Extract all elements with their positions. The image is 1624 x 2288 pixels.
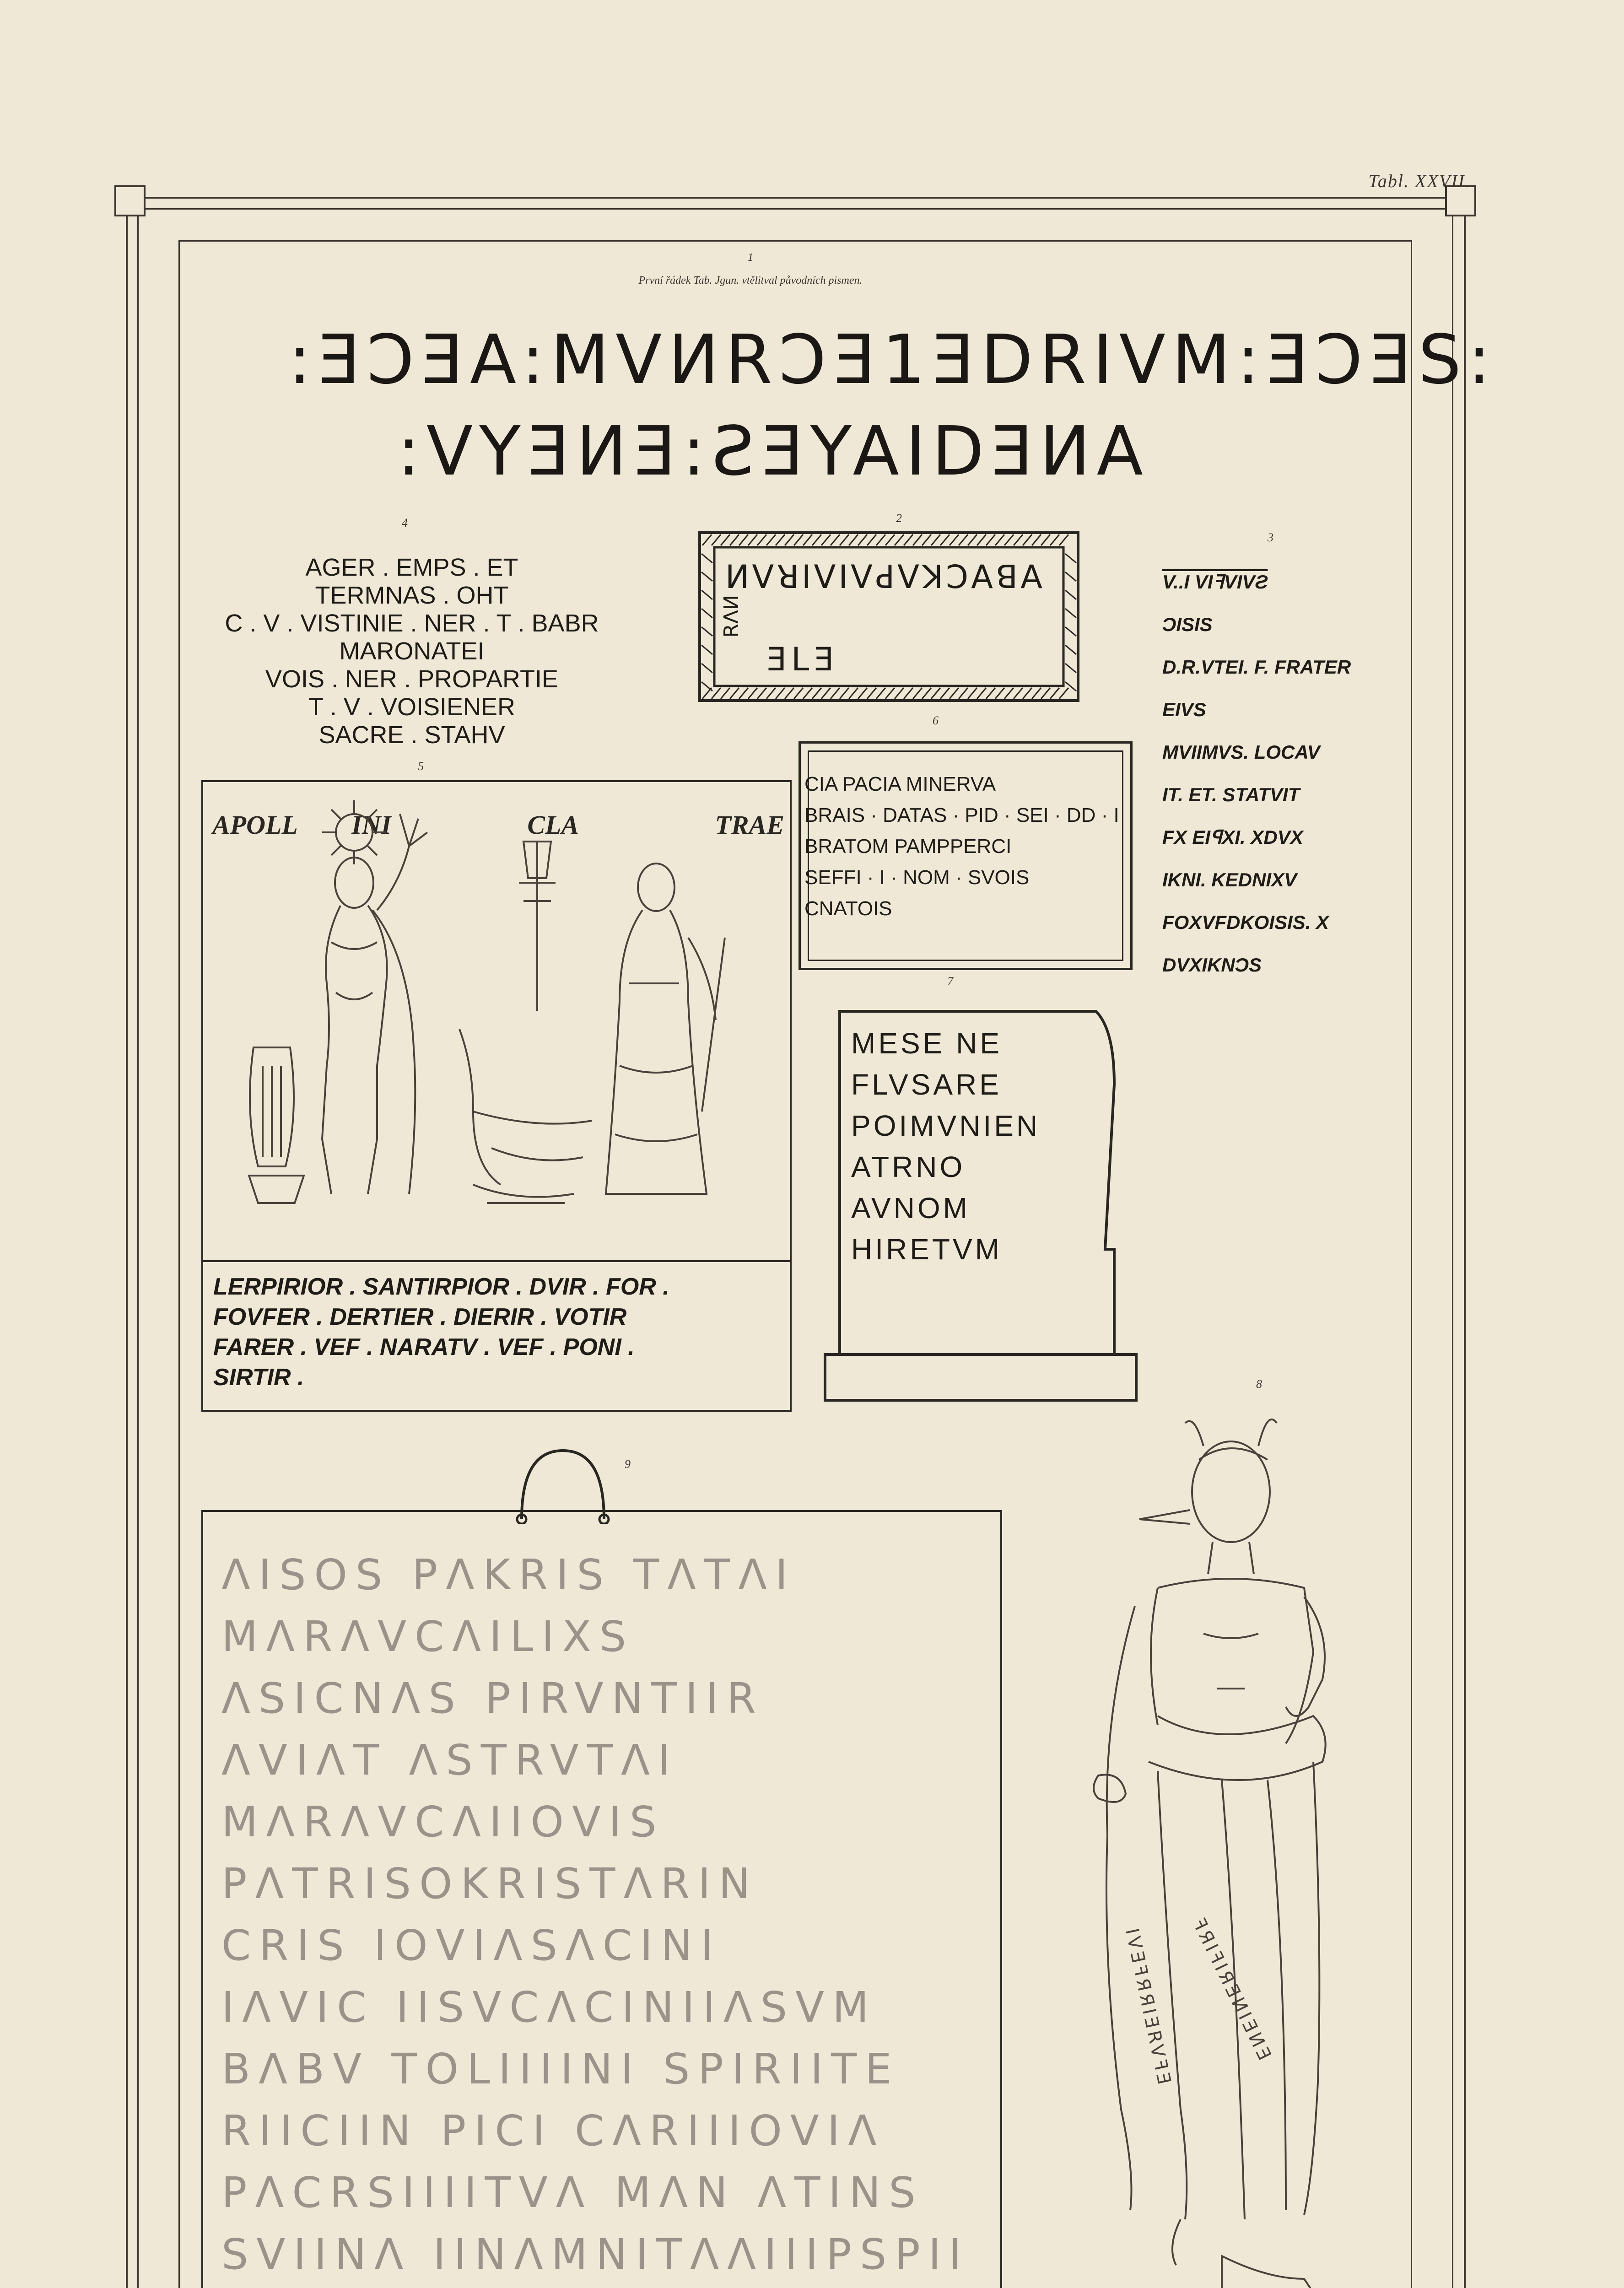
fig5-line: FOVFER . DERTIER . DIERIR . VOTIR (213, 1304, 627, 1330)
fig9-line: ΙΛVΙC ΙΙSVCΛCΙΝΙΙΛSVΜ (221, 1983, 877, 2032)
fig3-line: D.R.VTEI. F. FRATER (1162, 656, 1351, 678)
fig5-number: 5 (418, 760, 424, 773)
fig6-line: SEFFI · I · NOM · SVOIS (804, 866, 1030, 889)
fig1-caption: První řádek Tab. Jgun. vtělitval původních pismen. (638, 275, 863, 286)
fig3-line: IT. ET. STATVIT (1162, 784, 1300, 805)
fig6-line: BRAIS · DATAS · PID · SEI · DD · I (804, 804, 1119, 826)
fig8-number: 8 (1256, 1377, 1262, 1391)
fig4-inscription (210, 554, 613, 749)
fig9-tablet (201, 1510, 1002, 2288)
fig3-line: EIVS (1162, 699, 1206, 720)
fig6-line: CIA PACIA MINERVA (804, 773, 996, 795)
fig3-line: MVIIMVS. LOCAV (1162, 741, 1320, 763)
fig5-label-apoll: APOLL (212, 810, 298, 840)
fig7-line: HIRETVM (851, 1233, 1002, 1266)
fig5-panel (201, 780, 792, 1412)
fig9-inscription (221, 1544, 970, 2285)
fig2-number: 2 (896, 512, 902, 525)
fig2-line-1: ИVꓤIVIVꓒVꓘꓛAꓭA (725, 558, 1045, 596)
fig4-line: VOIS . NER . PROPARTIE (265, 665, 559, 693)
fig3-inscription (1162, 561, 1409, 986)
fig7-line: MESE NE (851, 1027, 1003, 1060)
fig5-line: LERPIRIOR . SANTIRPIOR . DVIR . FOR . (213, 1274, 669, 1300)
fig9-line: ΛVΙΛΤ ΛSΤRVΤΛΙ (221, 1736, 679, 1785)
fig3-line: FOXVFDKOISIS. X (1162, 912, 1329, 933)
fig1-script-line-1: :ƎƆƎA:MVИRƆƎ1ƎDRIVM:ƎƆƎS: (288, 320, 1497, 399)
fig7-inscription (851, 1023, 1040, 1270)
fig1-number: 1 (748, 252, 753, 264)
fig9-line: SVΙΙΝΛ ΙΙΝΛΜΝΙΤΛΛΙΙΙΡSΡΙΙ (221, 2230, 970, 2279)
fig9-line: ΛΙSΟS ΡΛΚRIS ΤΛΤΛΙ (221, 1550, 796, 1599)
fig9-line: ΛSΙCΝΛS ΡΙRVΝΤΙIR (221, 1674, 764, 1723)
fig9-line: RΙΙCΙΙΝ ΡΙCΙ CΛRΙΙΙΟVΙΛ (221, 2106, 885, 2155)
fig9-number: 9 (625, 1457, 631, 1471)
fig9-line: ΜΛRΛVCΛΙLΙΧS (221, 1612, 635, 1661)
fig4-line: MARONATEI (339, 637, 485, 665)
fig8-drapery-inscription-1: ꟻЯIꟻIЯƎИIƎИƎ (1188, 1915, 1277, 2066)
fig7-line: AVNOM (851, 1192, 970, 1225)
fig9-line: ΜΛRΛVCΛΙΙΟVΙS (221, 1797, 665, 1846)
fig9-line: ΡΛΤRΙSΟΚRΙSΤΛRΙΝ (221, 1859, 759, 1908)
fig4-line: SACRE . STAHV (318, 721, 505, 749)
fig7-number: 7 (947, 975, 953, 988)
fig8-drapery-inscription-2: IVƎꟻЯЯIƎRVꟻƎ (1121, 1926, 1176, 2089)
fig5-divider (203, 1260, 790, 1262)
fig2-border-pattern (698, 531, 1080, 702)
fig5-label-ini: INI (351, 810, 392, 840)
frame-corner-top-left (114, 185, 146, 216)
fig4-number: 4 (402, 516, 408, 529)
fig6-number: 6 (933, 714, 939, 727)
fig2-tablet (698, 531, 1080, 702)
fig4-line: T . V . VOISIENER (308, 693, 516, 721)
fig5-inscription (213, 1272, 669, 1392)
fig2-line-2: ƎLƎ (766, 641, 839, 678)
fig7-line: FLVSARE (851, 1068, 1002, 1101)
fig7-line: ATRNO (851, 1150, 966, 1183)
fig3-line: IKNI. KEDNIXV (1162, 869, 1297, 890)
fig6-line: BRATOM PAMPPERCI (804, 835, 1012, 858)
fig5-line: SIRTIR . (213, 1364, 304, 1391)
fig9-line: CRΙS ΙΟVΙΛSΛCΙΝΙ (221, 1921, 722, 1970)
fig9-line: ΡΛCRSΙΙΙΙΤVΛ ΜΛΝ ΛΤΙΝS (221, 2168, 924, 2217)
fig4-line: TERMNAS . OHT (315, 582, 509, 609)
plate-number: Tabl. XXVII. (1368, 171, 1471, 191)
fig3-number: 3 (1268, 531, 1273, 544)
fig7-stele (821, 1002, 1142, 1407)
fig3-line: DVXIKNƆS (1162, 954, 1262, 976)
fig5-relief-drawing (217, 791, 780, 1272)
fig3-line: V..I VIꟻVIVƧ (1162, 571, 1268, 593)
fig4-line: AGER . EMPS . ET (305, 554, 518, 581)
fig3-line: FX EIꟼXI. XDVX (1162, 826, 1303, 848)
fig1-script-line-2: :VYƎИƎ:ƧƎYAIDƎИA (397, 412, 1149, 491)
fig5-label-trae: TRAE (715, 810, 784, 840)
fig5-label-cla: CLA (527, 810, 579, 840)
fig3-line: ƆISIS (1162, 614, 1213, 635)
fig9-line: ΒΛΒV ΤΟLΙΙΙΙΝΙ SΡΙRΙΙΤΕ (221, 2045, 900, 2094)
fig5-line: FARER . VEF . NARATV . VEF . PONI . (213, 1334, 635, 1360)
fig8-statue-drawing (1030, 1396, 1396, 2288)
fig4-line: C . V . VISTINIE . NER . T . BABR (225, 610, 599, 637)
fig6-inscription (804, 769, 1119, 924)
fig6-tablet (799, 741, 1133, 970)
fig6-line: CNATOIS (804, 897, 892, 920)
fig7-line: POIMVNIEN (851, 1109, 1041, 1142)
fig2-side-text: ИVꓤ (718, 595, 742, 638)
